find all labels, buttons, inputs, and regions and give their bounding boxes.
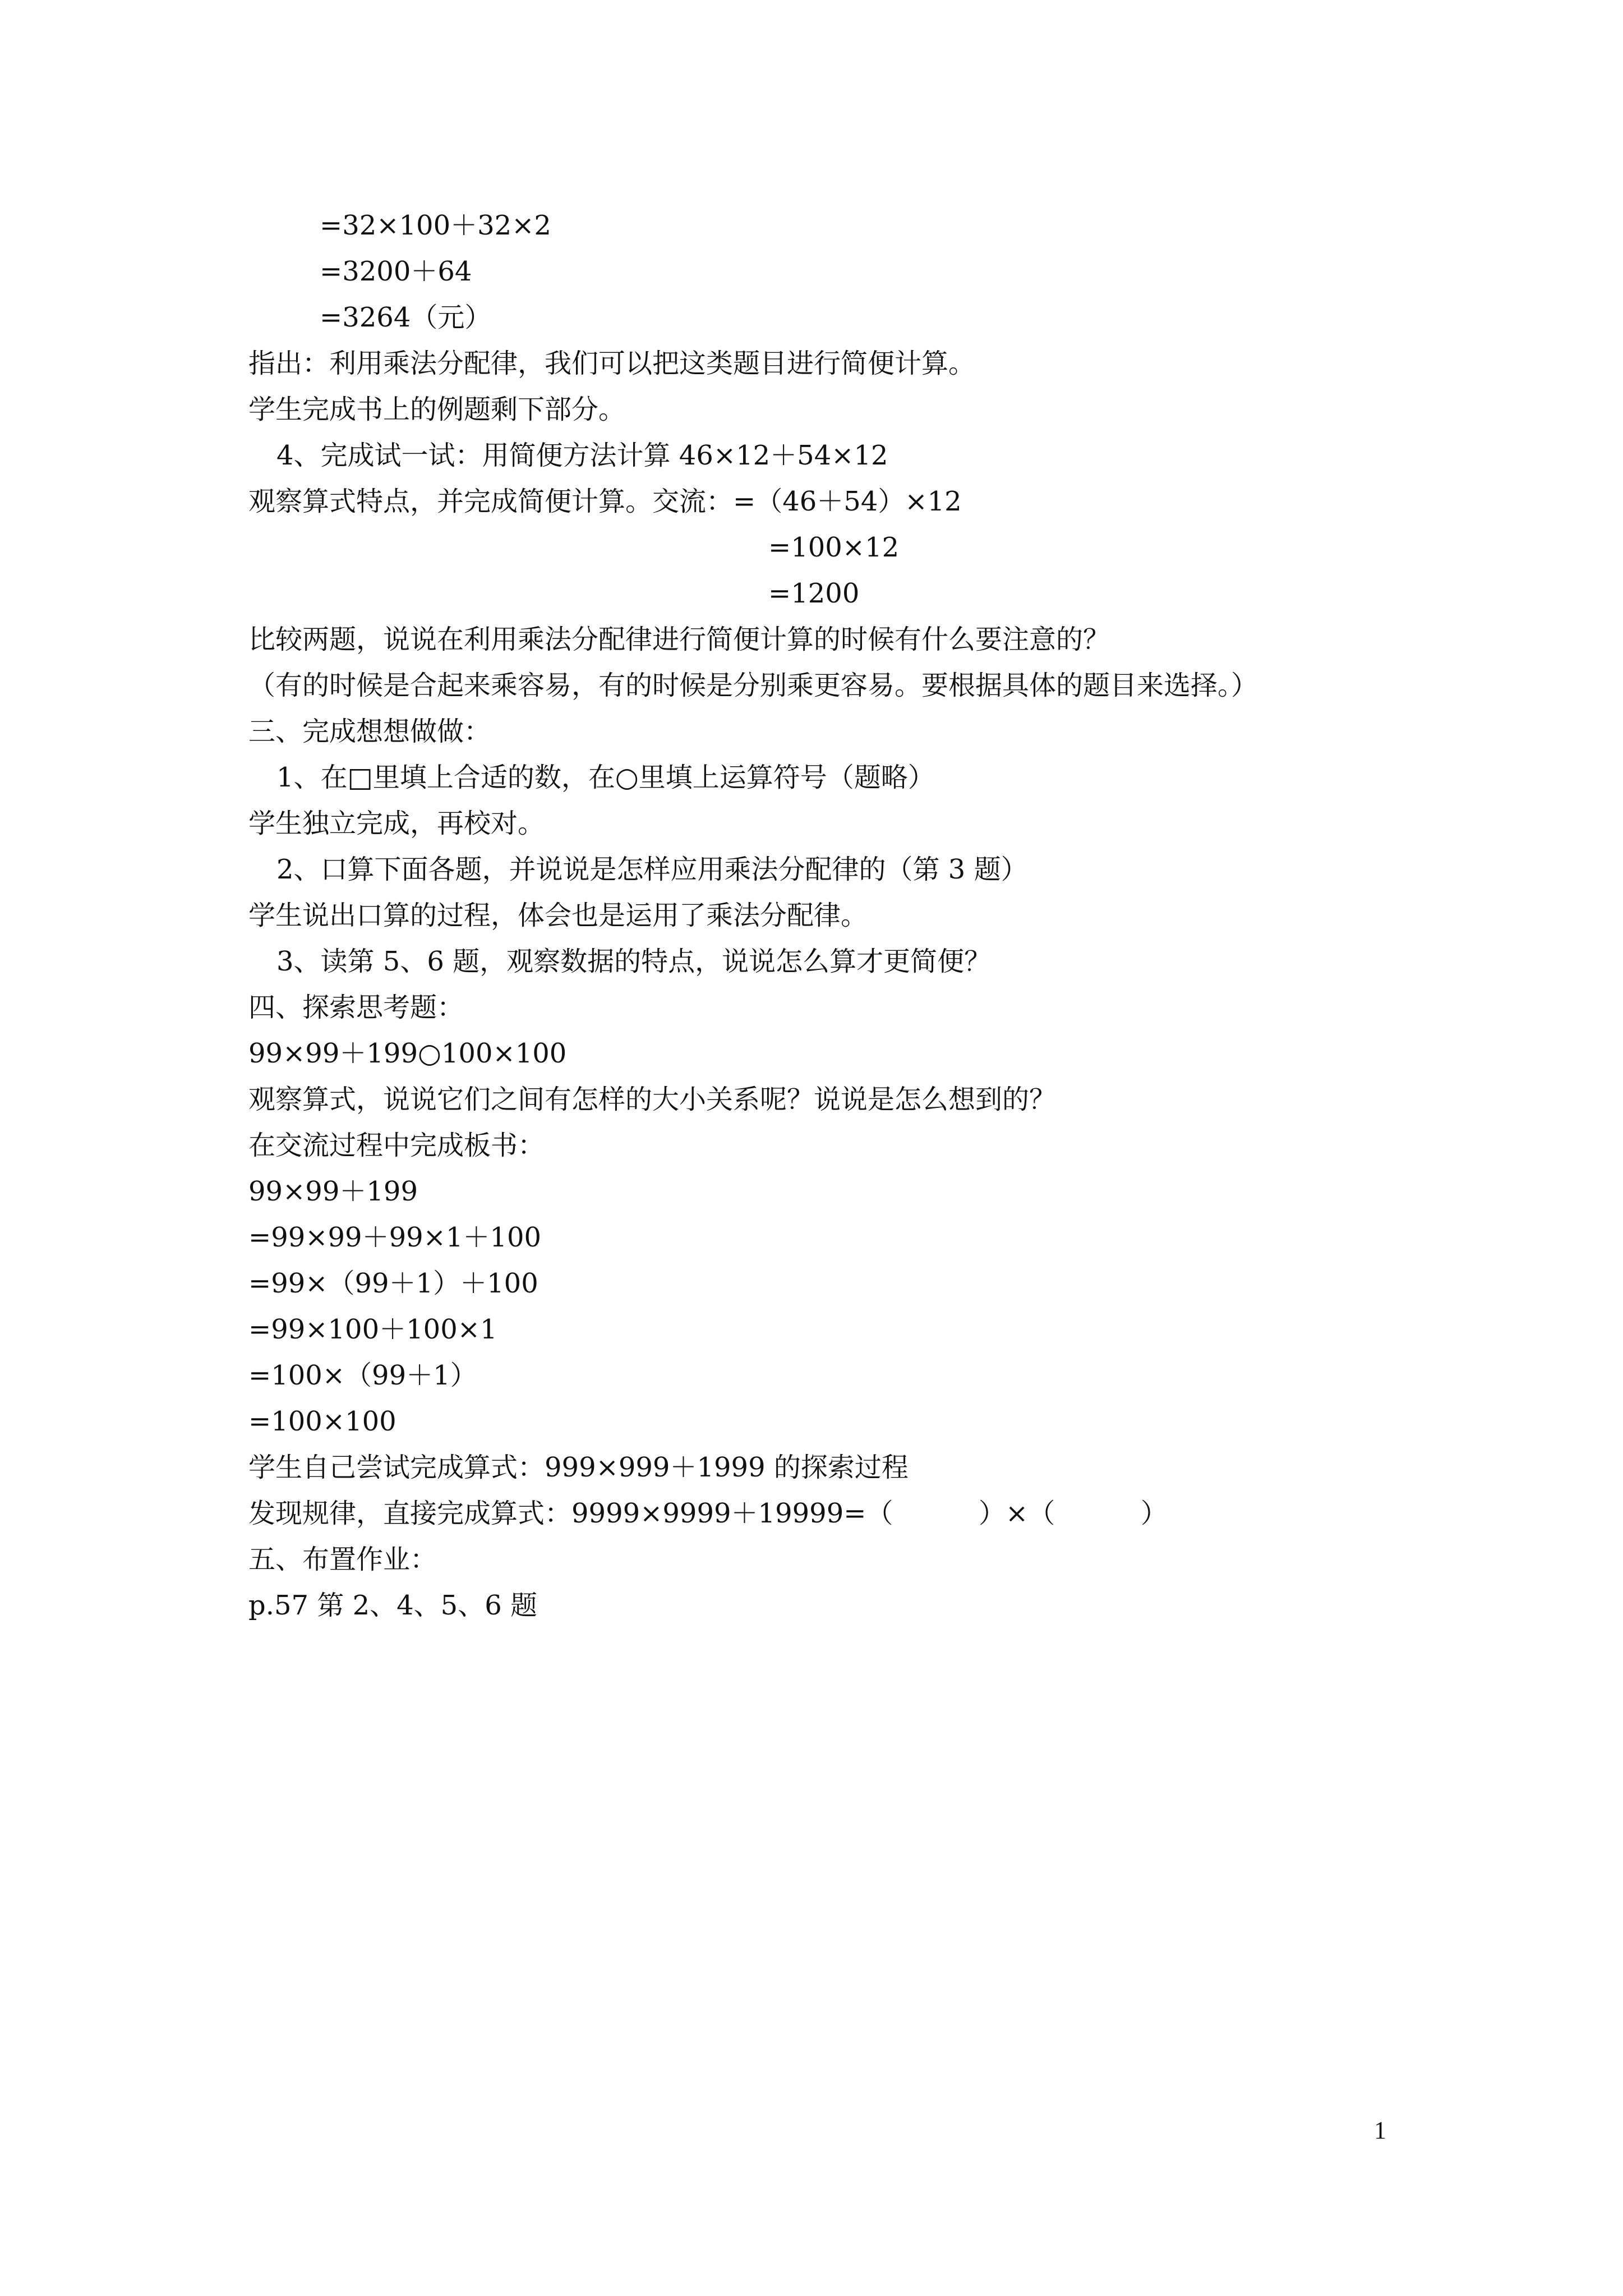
text-line: 学生自己尝试完成算式：999×999＋1999 的探索过程 <box>248 1452 909 1483</box>
text-line: 观察算式，说说它们之间有怎样的大小关系呢？说说是怎么想到的？ <box>248 1084 1057 1115</box>
text-line: =32×100＋32×2 <box>320 210 551 241</box>
text-line: 观察算式特点，并完成简便计算。交流：=（46＋54）×12 <box>248 486 962 517</box>
text-line: 99×99＋199 <box>248 1176 418 1207</box>
text-line: 发现规律，直接完成算式：9999×9999＋19999=（ ）×（ ） <box>248 1498 1168 1529</box>
text-line: 学生完成书上的例题剩下部分。 <box>248 394 626 425</box>
text-line: =100×100 <box>248 1406 396 1437</box>
text-line: =1200 <box>768 578 860 609</box>
section-heading: 五、布置作业： <box>248 1544 437 1575</box>
text-line: =100×（99＋1） <box>248 1360 477 1391</box>
text-line: 学生独立完成，再校对。 <box>248 808 545 839</box>
text-line: =99×（99＋1）＋100 <box>248 1268 538 1299</box>
text-line: 1、在□里填上合适的数，在○里填上运算符号（题略） <box>276 762 935 793</box>
text-line: 在交流过程中完成板书： <box>248 1130 545 1161</box>
text-line: =99×100＋100×1 <box>248 1314 497 1345</box>
text-line: 比较两题，说说在利用乘法分配律进行简便计算的时候有什么要注意的？ <box>248 624 1110 655</box>
text-line: （有的时候是合起来乘容易，有的时候是分别乘更容易。要根据具体的题目来选择。） <box>248 670 1258 701</box>
text-line: p.57 第 2、4、5、6 题 <box>248 1590 537 1621</box>
text-line: 学生说出口算的过程，体会也是运用了乘法分配律。 <box>248 900 868 931</box>
text-line: =99×99＋99×1＋100 <box>248 1222 542 1253</box>
text-line: =3200＋64 <box>320 256 472 287</box>
text-line: =3264（元） <box>320 302 492 333</box>
page-number: 1 <box>1374 2116 1386 2144</box>
text-line: 3、读第 5、6 题，观察数据的特点，说说怎么算才更简便？ <box>276 946 992 977</box>
text-line: 指出：利用乘法分配律，我们可以把这类题目进行简便计算。 <box>248 348 976 379</box>
text-line: =100×12 <box>768 532 900 563</box>
section-heading: 三、完成想想做做： <box>248 716 491 747</box>
text-line: 4、完成试一试：用简便方法计算 46×12＋54×12 <box>276 440 888 471</box>
text-line: 2、口算下面各题，并说说是怎样应用乘法分配律的（第 3 题） <box>276 854 1028 885</box>
section-heading: 四、探索思考题： <box>248 992 464 1023</box>
text-line: 99×99＋199○100×100 <box>248 1038 567 1069</box>
